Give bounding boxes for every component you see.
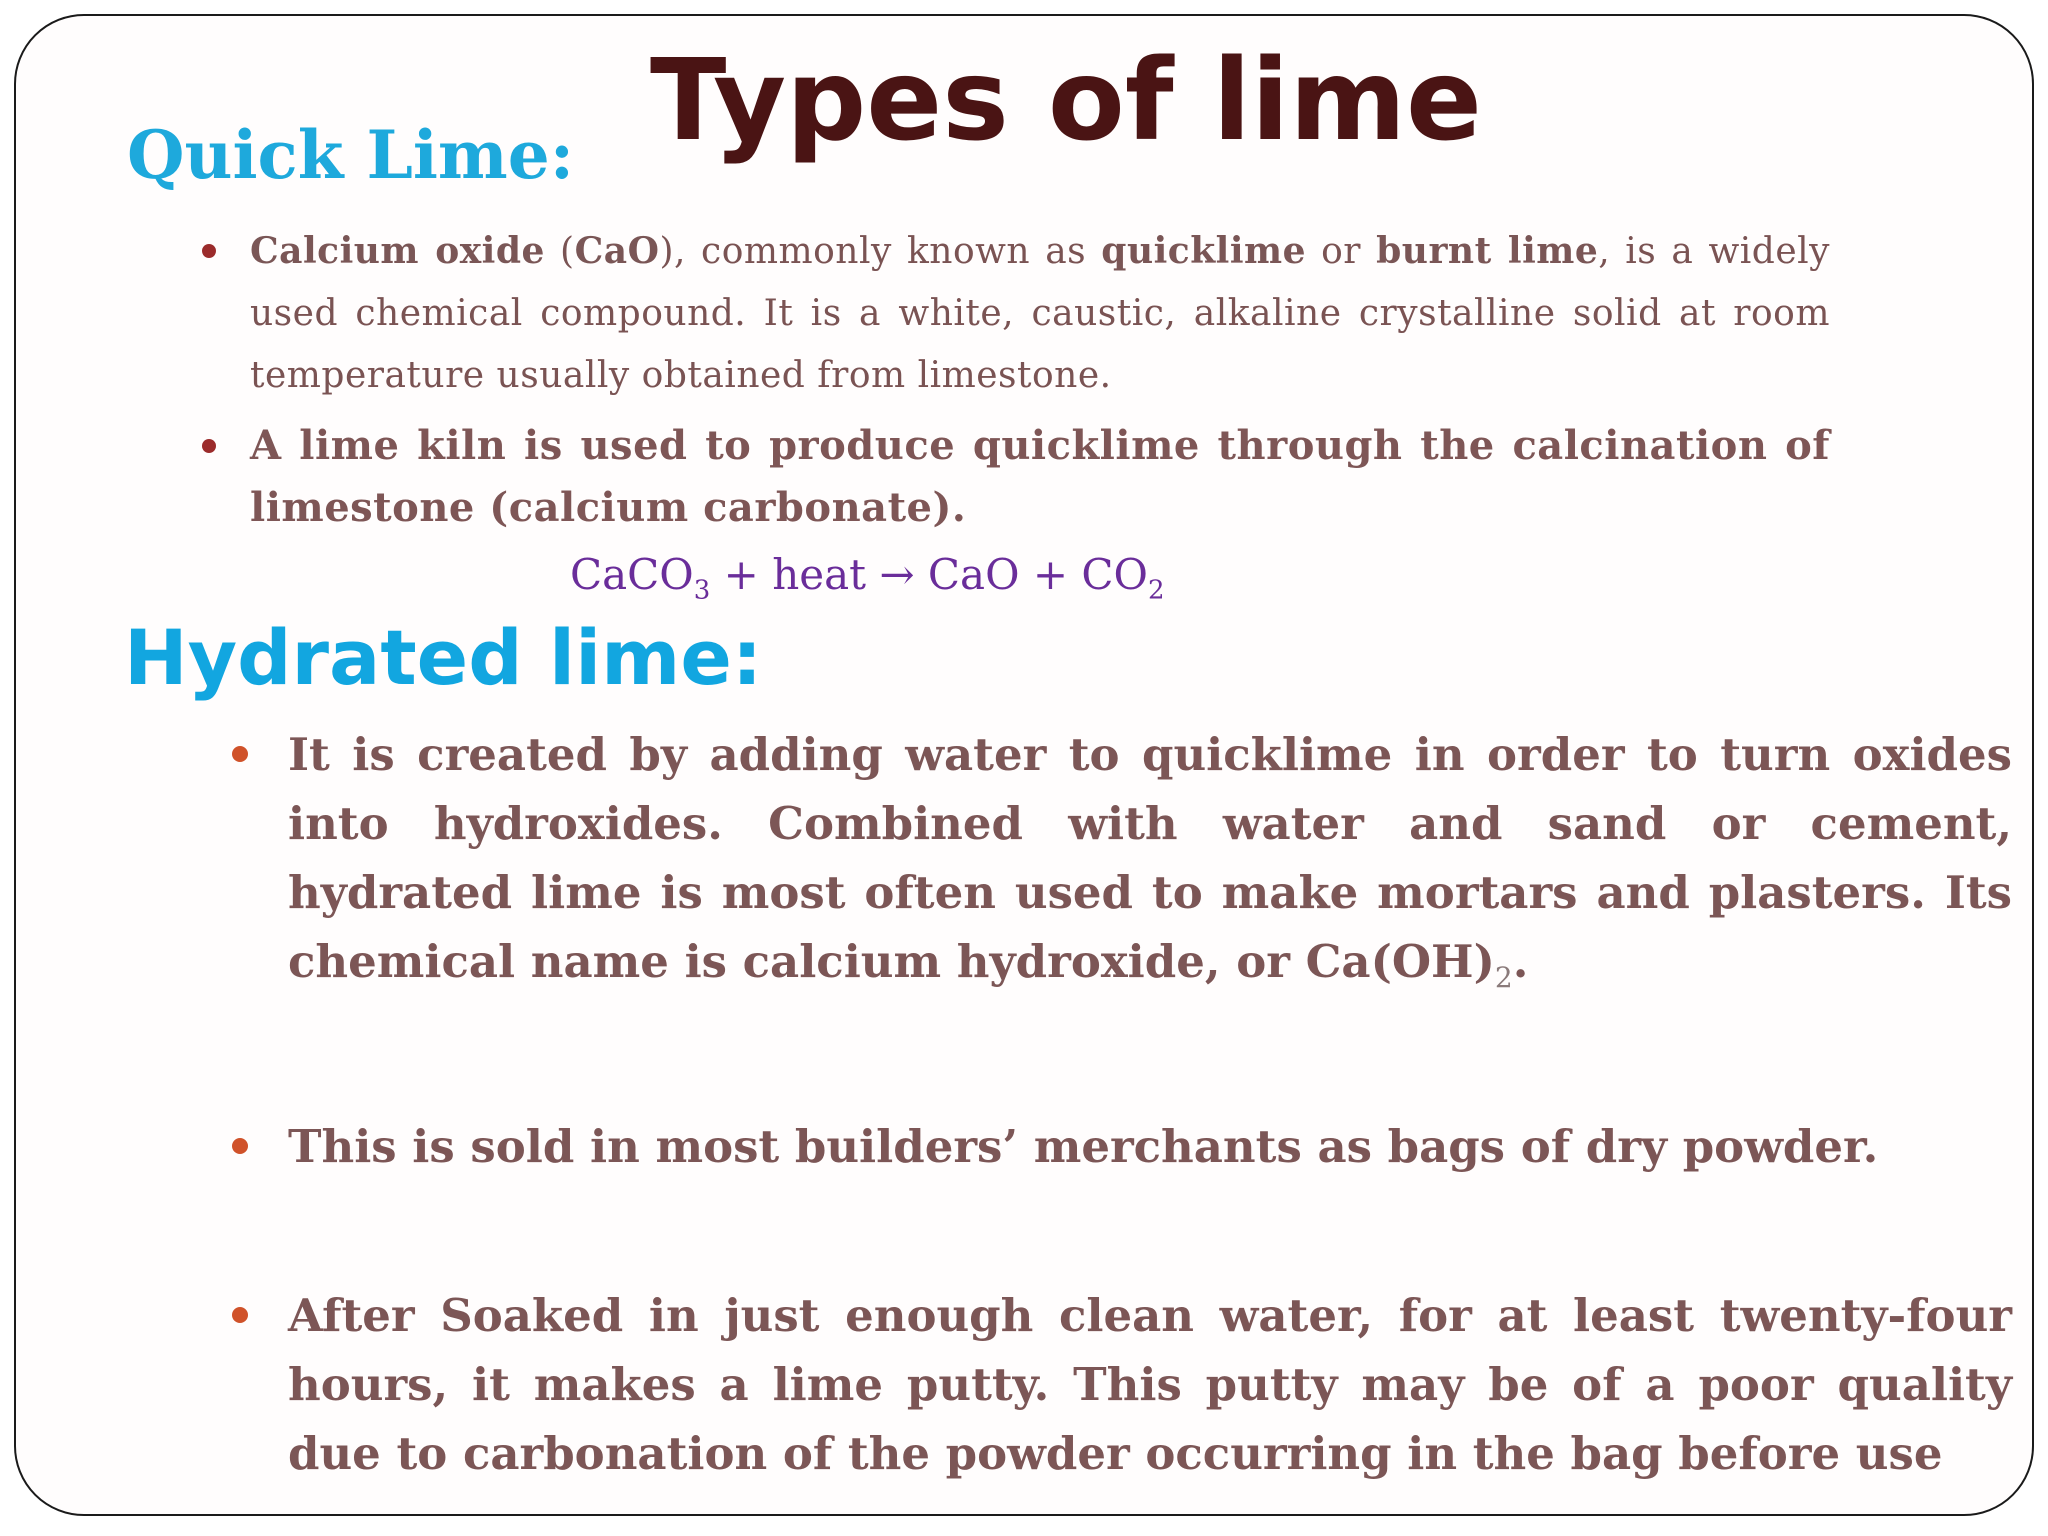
list-item [232, 1281, 2012, 1488]
text-fragment: or [1306, 231, 1377, 272]
text-fragment: ( [544, 231, 575, 272]
bullet-dot-icon [202, 439, 216, 453]
hydrated-lime-heading: Hydrated lime: [124, 613, 763, 702]
equation-subscript: 2 [1147, 575, 1165, 606]
term-quicklime: quicklime [1101, 230, 1306, 272]
equation-subscript: 3 [693, 575, 711, 606]
equation-text: + heat → CaO + CO [710, 550, 1148, 599]
kiln-text: A lime kiln is used to produce quicklime through the calcination of limestone (calcium carbonate). [250, 422, 1830, 531]
list-item [200, 220, 1830, 407]
list-item [200, 415, 1830, 539]
quick-lime-heading: Quick Lime: [127, 116, 575, 194]
list-item [232, 720, 2012, 1012]
bullet-dot-icon [202, 244, 216, 258]
hydrated-lime-list [232, 720, 2012, 1488]
hydrated-text: It is created by adding water to quicklime in order to turn oxides into hydroxides. Combined with water and sand or cement, hydrated lime is most often used to make mortars and plasters. Its chemical name is calcium hydroxide, or Ca(OH) [288, 728, 2012, 988]
calcination-equation [570, 550, 1165, 605]
text-fragment: , is a widely used chemical compound. It is a white, caustic, alkaline crystalline solid at room temperature usually obtained from limestone. [250, 231, 1830, 396]
text-fragment: . [1512, 935, 1529, 988]
term-calcium-oxide: Calcium oxide [250, 230, 545, 272]
merchants-text: This is sold in most builders’ merchants as bags of dry powder. [288, 1120, 1879, 1173]
bullet-dot-icon [232, 746, 248, 762]
term-burnt-lime: burnt lime [1376, 230, 1599, 272]
equation-text: CaCO [570, 550, 694, 599]
text-fragment: ), commonly known as [659, 231, 1102, 272]
list-item [232, 1112, 2012, 1181]
formula-subscript: 2 [1494, 961, 1513, 994]
putty-text: After Soaked in just enough clean water, for at least twenty-four hours, it makes a lime putty. This putty may be of a poor quality due to carbonation of the powder occurring in the bag before use [288, 1289, 2012, 1480]
bullet-dot-icon [232, 1138, 248, 1154]
formula-cao: CaO [574, 230, 660, 272]
slide-title: Types of lime [650, 36, 1483, 166]
quick-lime-list [200, 220, 1830, 539]
bullet-dot-icon [232, 1307, 248, 1323]
